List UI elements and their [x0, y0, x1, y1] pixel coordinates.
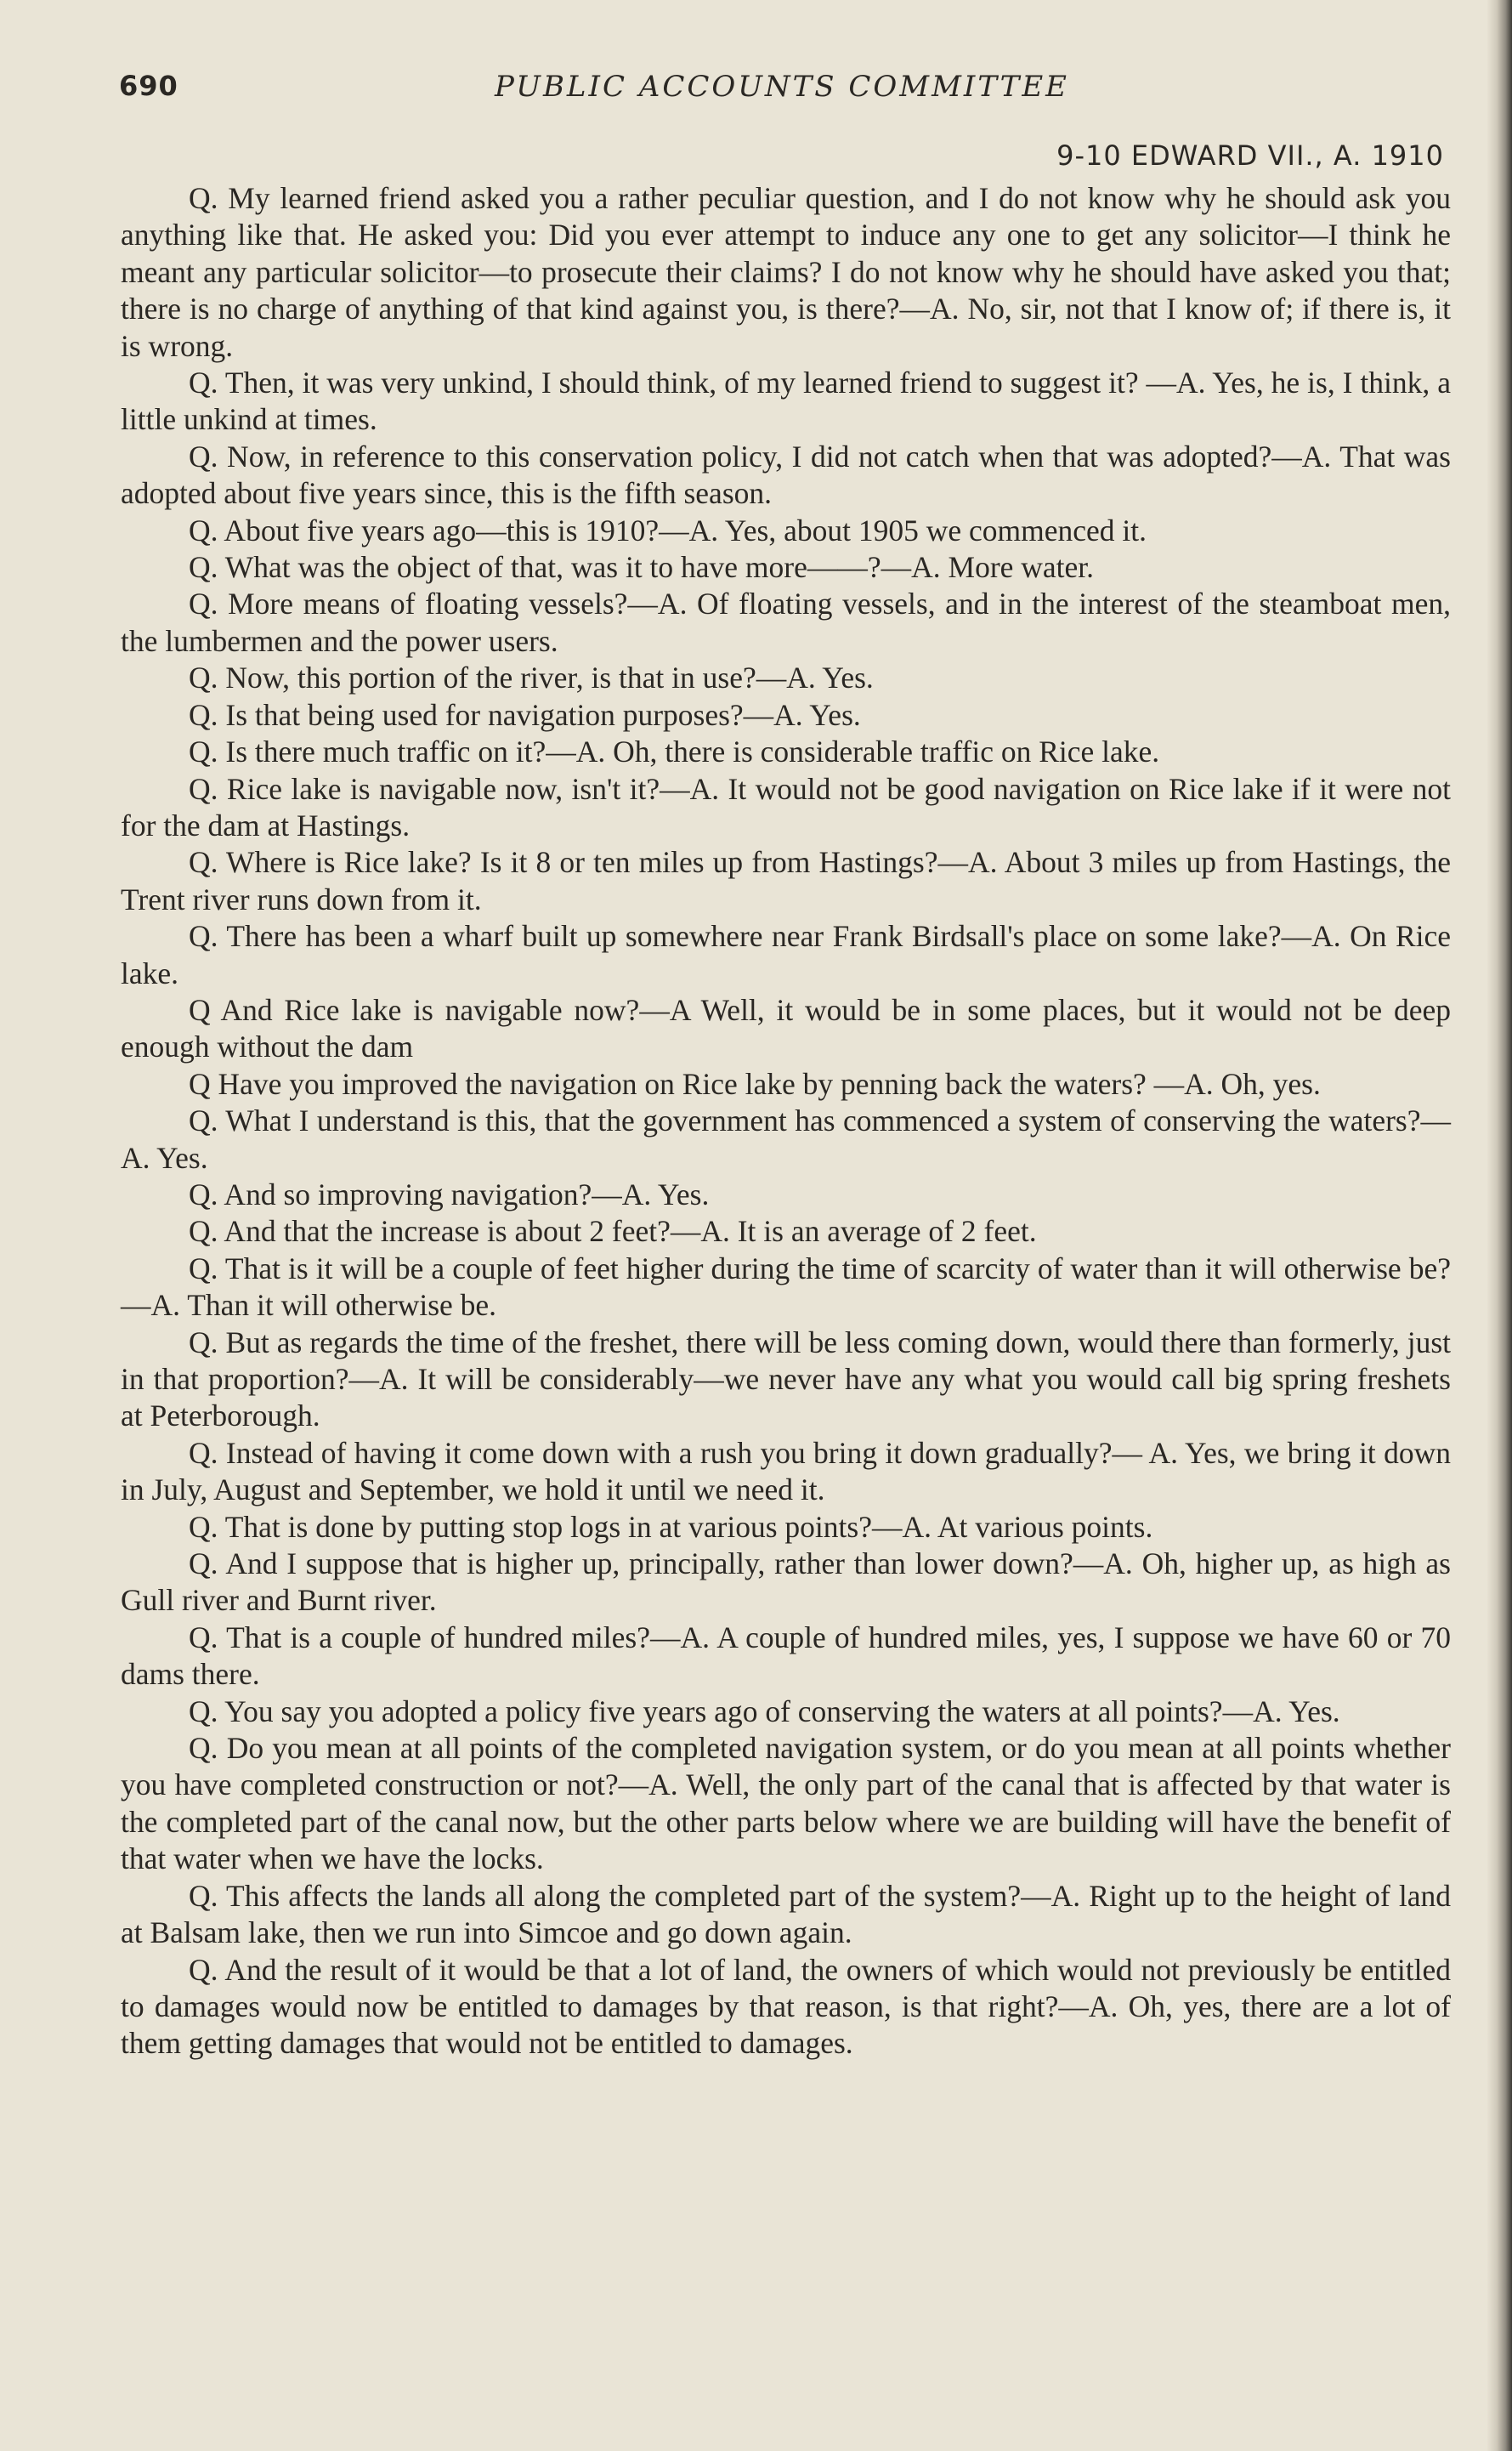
- paragraph: Q. That is it will be a couple of feet higher during the time of scarcity of water than it will otherwise be?—A. Than it will otherwise be.: [121, 1251, 1451, 1323]
- paragraph: Q. And that the increase is about 2 feet?—A. It is an average of 2 feet.: [189, 1214, 1037, 1249]
- paragraph: Q. My learned friend asked you a rather peculiar question, and I do not know why he should ask you anything like that. He asked you: Did you ever attempt to induce any one to get any solicitor—I think he meant any particular solicitor—to prosecute their claims? I do not know why he should have asked you that; there is no charge of anything of that kind against you, is there?—A. No, sir, not that I know of; if there is, it is wrong.: [121, 181, 1451, 363]
- paragraph: Q. Is that being used for navigation purposes?—A. Yes.: [189, 697, 861, 732]
- paragraph: Q. Is there much traffic on it?—A. Oh, there is considerable traffic on Rice lake.: [189, 735, 1160, 769]
- paragraph: Q. Now, in reference to this conservation policy, I did not catch when that was adopted?—A. That was adopted about five years since, this is the fifth season.: [121, 439, 1451, 511]
- page-number: 690: [119, 70, 178, 102]
- paragraph: Q Have you improved the navigation on Rice lake by penning back the waters? —A. Oh, yes.: [189, 1066, 1321, 1101]
- paragraph: Q. What was the object of that, was it to have more——?—A. More water.: [189, 550, 1095, 585]
- paragraph: Q. And so improving navigation?—A. Yes.: [189, 1177, 710, 1211]
- paragraph: Q. Do you mean at all points of the completed navigation system, or do you mean at all points whether you have completed construction or not?—A. Well, the only part of the canal that is affected by that water is the completed part of the canal now, but the other parts below where we are building will have the benefit of that water when we have the locks.: [121, 1731, 1451, 1876]
- session-line: 9-10 EDWARD VII., A. 1910: [1056, 139, 1444, 172]
- page-binding-edge: [1487, 0, 1512, 2451]
- paragraph: Q. More means of floating vessels?—A. Of floating vessels, and in the interest of the steamboat men, the lumbermen and the power users.: [121, 587, 1451, 658]
- paragraph: Q. Instead of having it come down with a rush you bring it down gradually?— A. Yes, we bring it down in July, August and September, we hold it until we need it.: [121, 1435, 1451, 1507]
- paragraph: Q. And the result of it would be that a lot of land, the owners of which would not previously be entitled to damages would now be entitled to damages by that reason, is that right?—A. Oh, yes, there are a lot of them getting damages that would not be entitled to damages.: [121, 1952, 1451, 2061]
- paragraph: Q. Where is Rice lake? Is it 8 or ten miles up from Hastings?—A. About 3 miles up from Hastings, the Trent river runs down from it.: [121, 845, 1451, 916]
- testimony-body: [121, 180, 1451, 2062]
- running-title: PUBLIC ACCOUNTS COMMITTEE: [495, 70, 1069, 104]
- paragraph: Q. That is done by putting stop logs in at various points?—A. At various points.: [189, 1509, 1153, 1544]
- paragraph: Q And Rice lake is navigable now?—A Well, it would be in some places, but it would not be deep enough without the dam: [121, 992, 1451, 1064]
- paragraph: Q. Now, this portion of the river, is that in use?—A. Yes.: [189, 661, 874, 695]
- paragraph: Q. And I suppose that is higher up, principally, rather than lower down?—A. Oh, higher up, as high as Gull river and Burnt river.: [121, 1546, 1451, 1618]
- paragraph: Q. You say you adopted a policy five years ago of conserving the waters at all points?—A. Yes.: [189, 1694, 1340, 1728]
- paragraph: Q. This affects the lands all along the completed part of the system?—A. Right up to the height of land at Balsam lake, then we run into Simcoe and go down again.: [121, 1878, 1451, 1950]
- paragraph: Q. That is a couple of hundred miles?—A. A couple of hundred miles, yes, I suppose we have 60 or 70 dams there.: [121, 1620, 1451, 1692]
- paragraph: Q. About five years ago—this is 1910?—A. Yes, about 1905 we commenced it.: [189, 513, 1147, 548]
- paragraph: Q. Rice lake is navigable now, isn't it?—A. It would not be good navigation on Rice lake if it were not for the dam at Hastings.: [121, 771, 1451, 843]
- page-header: [119, 70, 1445, 112]
- paragraph: Q. Then, it was very unkind, I should think, of my learned friend to suggest it? —A. Yes, he is, I think, a little unkind at times.: [121, 366, 1451, 437]
- paragraph: Q. But as regards the time of the freshet, there will be less coming down, would there than formerly, just in that proportion?—A. It will be considerably—we never have any what you would call big spring freshets at Peterborough.: [121, 1325, 1451, 1433]
- paragraph: Q. There has been a wharf built up somewhere near Frank Birdsall's place on some lake?—A. On Rice lake.: [121, 919, 1451, 990]
- paragraph: Q. What I understand is this, that the government has commenced a system of conserving the waters?—A. Yes.: [121, 1104, 1451, 1175]
